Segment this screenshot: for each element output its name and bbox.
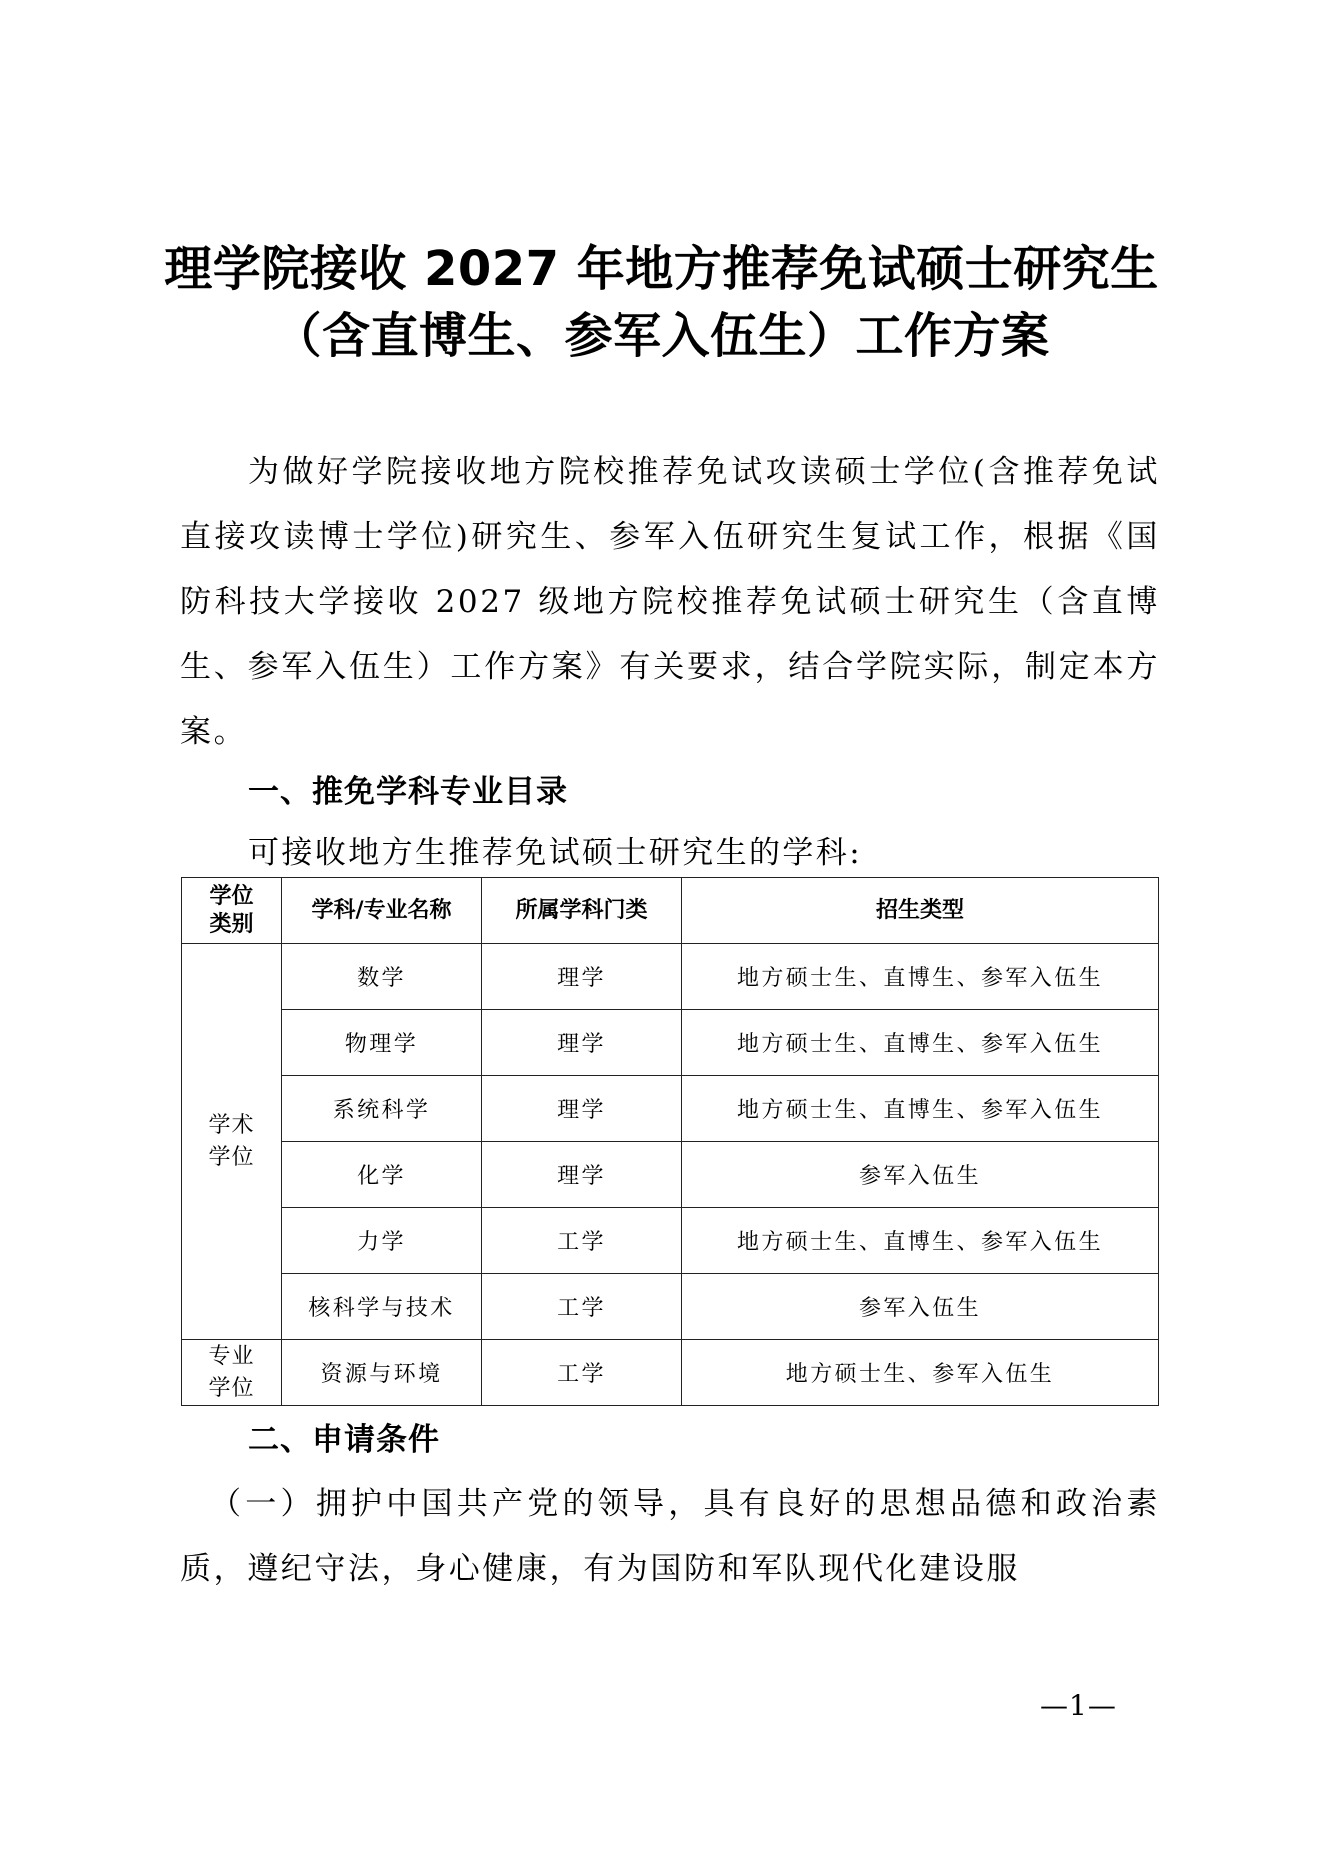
document-title-line-1: 理学院接收 2027 年地方推荐免试硕士研究生 <box>164 241 1159 297</box>
cell-name: 数学 <box>282 944 482 1010</box>
cell-field: 理学 <box>482 1076 682 1142</box>
cell-name: 力学 <box>282 1208 482 1274</box>
cell-type: 参军入伍生 <box>682 1142 1159 1208</box>
cell-field: 工学 <box>482 1208 682 1274</box>
cell-type: 地方硕士生、直博生、参军入伍生 <box>682 1076 1159 1142</box>
table-caption: 可接收地方生推荐免试硕士研究生的学科: <box>248 835 863 871</box>
table-row <box>182 1010 1159 1076</box>
cell-name: 资源与环境 <box>282 1340 482 1406</box>
cell-name: 核科学与技术 <box>282 1274 482 1340</box>
table-body <box>182 944 1159 1406</box>
header-discipline-field: 所属学科门类 <box>482 878 682 944</box>
cell-field: 理学 <box>482 1010 682 1076</box>
intro-paragraph: 为做好学院接收地方院校推荐免试攻读硕士学位(含推荐免试直接攻读博士学位)研究生、参军入伍研究生复试工作，根据《国防科技大学接收 2027 级地方院校推荐免试硕士研究生（含直博生、参军入伍生）工作方案》有关要求，结合学院实际，制定本方案。 <box>180 454 1160 750</box>
cell-type: 地方硕士生、直博生、参军入伍生 <box>682 1010 1159 1076</box>
table-row <box>182 1142 1159 1208</box>
cell-field: 工学 <box>482 1340 682 1406</box>
header-discipline-name: 学科/专业名称 <box>282 878 482 944</box>
header-degree-category: 学位 类别 <box>182 878 282 944</box>
section-heading-conditions: 二、申请条件 <box>248 1422 440 1458</box>
cell-name: 物理学 <box>282 1010 482 1076</box>
cell-field: 理学 <box>482 1142 682 1208</box>
table-row <box>182 1340 1159 1406</box>
discipline-table <box>181 877 1159 1406</box>
section-heading-catalog: 一、推免学科专业目录 <box>248 774 568 810</box>
table-row <box>182 944 1159 1010</box>
table-row <box>182 1076 1159 1142</box>
condition-paragraph-1: （一）拥护中国共产党的领导，具有良好的思想品德和政治素质，遵纪守法，身心健康，有为国防和军队现代化建设服 <box>180 1486 1160 1587</box>
degree-category-cell: 学术 学位 <box>182 944 282 1340</box>
degree-category-cell: 专业 学位 <box>182 1340 282 1406</box>
page-number: —1— <box>1040 1689 1117 1722</box>
cell-field: 理学 <box>482 944 682 1010</box>
table-row <box>182 1208 1159 1274</box>
cell-type: 地方硕士生、参军入伍生 <box>682 1340 1159 1406</box>
table-row <box>182 1274 1159 1340</box>
header-enrollment-type: 招生类型 <box>682 878 1159 944</box>
cell-field: 工学 <box>482 1274 682 1340</box>
cell-type: 地方硕士生、直博生、参军入伍生 <box>682 1208 1159 1274</box>
cell-name: 化学 <box>282 1142 482 1208</box>
cell-type: 参军入伍生 <box>682 1274 1159 1340</box>
document-title-line-2: （含直博生、参军入伍生）工作方案 <box>273 308 1050 364</box>
table-header-row <box>182 878 1159 944</box>
cell-type: 地方硕士生、直博生、参军入伍生 <box>682 944 1159 1010</box>
cell-name: 系统科学 <box>282 1076 482 1142</box>
